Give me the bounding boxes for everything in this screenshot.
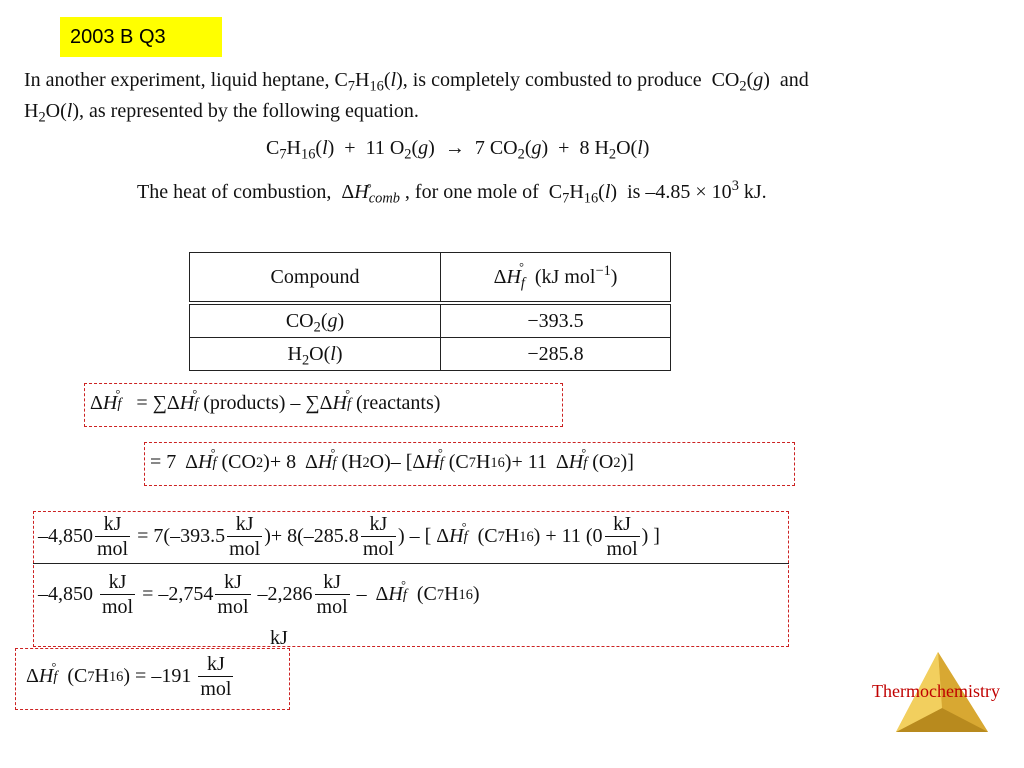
calc-line-2: –4,850 $\frac{kJ}{\text{mol}}$ = –2,754 $\frac{kJ}{\text{mol}}$ –2,286 $\frac{kJ}{\text{mol}}$ – Δ H ° f (C 7 H 16 ): [38, 572, 480, 617]
unit-fraction: $\frac{kJ}{\text{mol}}$: [200, 653, 232, 700]
stray-unit-text: kJ: [270, 627, 288, 649]
enthalpy-cell: −285.8: [441, 338, 671, 371]
heat-text-b: , for one mole of: [404, 181, 539, 203]
heat-text-a: The heat of combustion,: [137, 181, 332, 203]
calculation-divider: [33, 563, 789, 564]
intro-text-2b: , as represented by the following equation.: [79, 100, 419, 122]
enthalpy-table: [189, 252, 671, 371]
expansion-equation: = 7 Δ H ° f (CO 2 ) + 8 Δ H ° f (H 2 O) – [ Δ H ° f (C 7 H 16 ) + 11 Δ H ° f (O 2 )]: [150, 451, 634, 474]
heat-comb-sub: comb: [368, 190, 400, 207]
calc-line-1: –4,850 $\frac{kJ}{\text{mol}}$ = 7(–393.5 $\frac{kJ}{\text{mol}}$ )+ 8(–285.8 $\frac{kJ}{\text{mol}}$ ) – [ Δ H ° f (C 7 H 16 ) + 11 (0 $\frac{kJ}{\text{mol}}$ ) ]: [38, 514, 660, 559]
unit-fraction: $\frac{kJ}{\text{mol}}$: [316, 571, 348, 618]
col-enthalpy-header: ΔH $^\circ_f$ (kJ mol$^{-1}$): [441, 253, 671, 304]
unit-fraction: $\frac{kJ}{\text{mol}}$: [606, 513, 638, 560]
heat-of-combustion-line: The heat of combustion, ΔH $^\circ_{comb}$ , for one mole of $C_7H_{16}(l)$ is $-4.85 \times 10^3$ kJ.: [137, 180, 767, 204]
eq-h2o: 8 H: [579, 137, 609, 159]
topic-badge-label: Thermochemistry: [872, 681, 1000, 701]
slide-title: 2003 B Q3: [60, 17, 222, 57]
hess-law-equation: Δ H ° f = ∑ Δ H ° f (products) – ∑ Δ H ° f (reactants): [90, 392, 440, 415]
intro-text-1a: In another experiment, liquid heptane, C: [24, 69, 348, 91]
unit-fraction: $\frac{kJ}{\text{mol}}$: [102, 571, 134, 618]
hess-products: (products) –: [203, 392, 301, 414]
combustion-equation: $C_7H_{16}(l) + 11$ $O_2(g) \to 7$ $CO_2(g) + 8$ $H_2O(l)$: [266, 137, 650, 163]
eq-o2: 11 O: [365, 137, 405, 159]
intro-text-1b: , is completely combusted to produce: [402, 69, 702, 91]
compound-cell: $H_2O(l)$: [190, 338, 441, 371]
eq-co2: 7 CO: [474, 137, 518, 159]
unit-fraction: $\frac{kJ}{\text{mol}}$: [229, 513, 261, 560]
reaction-arrow-icon: →: [444, 137, 465, 159]
compound-cell: $CO_2(g)$: [190, 303, 441, 338]
unit-fraction: $\frac{kJ}{\text{mol}}$: [362, 513, 394, 560]
heat-text-d: kJ.: [738, 181, 767, 203]
eq-plus-1: +: [344, 137, 356, 159]
col-compound-header: Compound: [190, 253, 441, 304]
unit-fraction: $\frac{kJ}{\text{mol}}$: [217, 571, 249, 618]
unit-fraction: $\frac{kJ}{\text{mol}}$: [97, 513, 129, 560]
hess-reactants: (reactants): [356, 392, 441, 414]
result-equation: Δ H ° f (C 7 H 16 ) = –191 $\frac{kJ}{\text{mol}}$: [26, 654, 235, 699]
heat-text-c: is –4.85 × 10: [627, 181, 732, 203]
eq-plus-2: +: [558, 137, 570, 159]
intro-line-1: In another experiment, liquid heptane, $C_7H_{16}(l)$, is completely combusted to produce $CO_2(g)$ and: [24, 69, 809, 95]
table-header-row: [190, 253, 671, 304]
intro-text-1c: and: [779, 69, 809, 91]
heat-exponent: 3: [731, 178, 739, 195]
table-row: [190, 338, 671, 371]
intro-line-2: $H_2O(l)$, as represented by the following equation.: [24, 100, 419, 126]
enthalpy-cell: −393.5: [441, 303, 671, 338]
table-row: [190, 303, 671, 338]
